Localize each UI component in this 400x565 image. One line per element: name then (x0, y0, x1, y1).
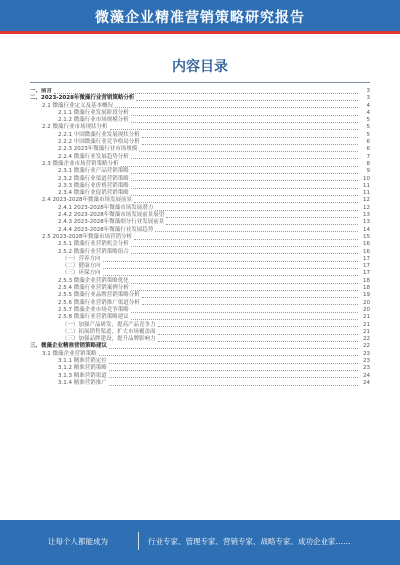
toc-entry[interactable] (30, 132, 370, 139)
toc-entry-label: 2.5.1 微藻行业营销机会分析 (58, 241, 129, 248)
toc-entry[interactable] (30, 168, 370, 175)
toc-entry-label: 2.2 微藻行业市场现状分析 (42, 124, 108, 131)
toc-dot-leader (166, 224, 358, 225)
toc-entry-page-number: 16 (363, 241, 370, 248)
report-title: 微藻企业精准营销策略研究报告 (95, 10, 305, 26)
toc-entry-page-number: 22 (363, 336, 370, 343)
toc-entry-label: 2.2.2 中国微藻行业竞争格局分析 (58, 139, 140, 146)
toc-dot-leader (134, 202, 358, 203)
toc-entry-page-number: 18 (363, 277, 370, 284)
toc-entry-page-number: 12 (363, 197, 370, 204)
footer-divider (138, 532, 139, 550)
toc-entry-page-number: 5 (366, 117, 370, 124)
toc-entry-label: 3.1.3 精准营销渠道 (58, 372, 107, 379)
toc-entry-page-number: 8 (366, 160, 370, 167)
toc-entry[interactable] (30, 103, 370, 110)
toc-entry-page-number: 5 (366, 131, 370, 138)
toc-entry-label: 2.5.3 微藻企业营销策略优化 (58, 277, 129, 284)
toc-dot-leader (131, 283, 358, 284)
toc-entry-label: 二、2023-2028年微藻行业营销策略分析 (30, 95, 135, 102)
toc-entry-page-number: 7 (366, 153, 370, 160)
toc-entry-label: （二）健康方向 (62, 263, 101, 270)
toc-entry[interactable] (30, 205, 370, 212)
toc-entry[interactable] (30, 124, 370, 131)
toc-entry[interactable] (30, 176, 370, 183)
toc-entry[interactable] (30, 270, 370, 277)
toc-entry-page-number: 24 (363, 372, 370, 379)
toc-entry[interactable] (30, 329, 370, 336)
toc-dot-leader (136, 100, 358, 101)
toc-entry[interactable] (30, 197, 370, 204)
toc-entry-label: 2.4.2 2023-2028年微藻市场发展前景展望 (58, 212, 165, 219)
toc-entry[interactable] (30, 219, 370, 226)
toc-entry-label: 3.1.1 精准营销定位 (58, 357, 107, 364)
toc-dot-leader (131, 195, 358, 196)
toc-entry-page-number: 14 (363, 226, 370, 233)
toc-entry-page-number: 16 (363, 248, 370, 255)
toc-entry[interactable] (30, 241, 370, 248)
toc-entry-label: 2.3 微藻企业市场营销策略分析 (42, 160, 119, 167)
table-of-contents (30, 88, 370, 508)
toc-entry-label: 2.4.1 2023-2028年微藻市场发展潜力 (58, 204, 154, 211)
toc-dot-leader (166, 217, 358, 218)
toc-dot-leader (131, 290, 358, 291)
toc-entry-label: 2.1 微藻行业定义及基本概况 (42, 102, 113, 109)
toc-entry[interactable] (30, 227, 370, 234)
toc-entry-label: 2.2.4 微藻行业发展趋势分析 (58, 153, 129, 160)
toc-entry-label: 3.1.4 精准营销推广 (58, 379, 107, 386)
toc-entry-label: 2.5.2 微藻行业营销策略组合 (58, 248, 129, 255)
header-red-stripe (0, 31, 400, 34)
toc-dot-leader (103, 275, 358, 276)
toc-entry[interactable] (30, 343, 370, 350)
toc-entry-label: 2.4.3 2023-2028年微藻细分行业发展前景 (58, 219, 165, 226)
toc-dot-leader (109, 370, 358, 371)
toc-entry[interactable] (30, 249, 370, 256)
toc-dot-leader (142, 297, 358, 298)
toc-entry-label: 2.4 2023-2028年微藻市场发展前景 (42, 197, 132, 204)
toc-entry-label: 2.5.7 微藻企业市场竞争策略 (58, 306, 129, 313)
toc-entry-page-number: 20 (363, 306, 370, 313)
toc-dot-leader (131, 312, 358, 313)
toc-dot-leader (134, 239, 358, 240)
toc-entry[interactable] (30, 300, 370, 307)
toc-divider (30, 82, 370, 83)
toc-entry[interactable] (30, 380, 370, 387)
toc-entry-label: 2.3.3 微藻行业价格营销策略 (58, 182, 129, 189)
toc-entry-label: 2.5 2023-2028年微藻市场营销分析 (42, 233, 132, 240)
toc-entry-label: 3.1 微藻企业营销策略 (42, 350, 97, 357)
toc-dot-leader (158, 341, 358, 342)
footer-roles: 行业专家、管理专家、营销专家、战略专家、成功企业家…… (148, 537, 351, 546)
toc-entry-label: 2.5.8 微藻行业营销策略建议 (58, 314, 129, 321)
toc-heading: 内容目录 (172, 59, 228, 75)
toc-dot-leader (131, 246, 358, 247)
toc-dot-leader (131, 253, 358, 254)
toc-dot-leader (99, 355, 359, 356)
toc-entry-label: 2.4.4 2023-2028年微藻行业发展趋势 (58, 226, 154, 233)
toc-dot-leader (155, 231, 358, 232)
toc-entry[interactable] (30, 373, 370, 380)
toc-dot-leader (131, 188, 358, 189)
toc-dot-leader (131, 173, 358, 174)
toc-entry-page-number: 23 (363, 357, 370, 364)
toc-dot-leader (110, 129, 359, 130)
toc-dot-leader (158, 326, 358, 327)
toc-dot-leader (139, 151, 358, 152)
toc-entry-page-number: 15 (363, 233, 370, 240)
toc-entry-page-number: 18 (363, 285, 370, 292)
toc-entry-label: 2.1.1 微藻行业发展阶段分析 (58, 109, 129, 116)
toc-entry[interactable] (30, 154, 370, 161)
toc-dot-leader (115, 107, 358, 108)
toc-entry-page-number: 10 (363, 175, 370, 182)
toc-dot-leader (131, 180, 358, 181)
toc-entry[interactable] (30, 146, 370, 153)
toc-entry-page-number: 13 (363, 212, 370, 219)
toc-entry[interactable] (30, 314, 370, 321)
report-header-bar (0, 0, 400, 34)
toc-entry-page-number: 3 (366, 95, 370, 102)
toc-dot-leader (131, 122, 358, 123)
toc-entry-page-number: 24 (363, 379, 370, 386)
toc-entry-page-number: 12 (363, 204, 370, 211)
toc-entry[interactable] (30, 365, 370, 372)
toc-entry-label: 三、微藻企业精准营销策略建议 (30, 343, 108, 350)
toc-entry-page-number: 23 (363, 365, 370, 372)
toc-entry-label: 2.5.6 微藻行业营销推广渠道分析 (58, 299, 140, 306)
toc-entry[interactable] (30, 351, 370, 358)
toc-entry-page-number: 21 (363, 321, 370, 328)
toc-entry-page-number: 17 (363, 255, 370, 262)
toc-entry-label: 2.1.2 微藻行业市场规模分析 (58, 117, 129, 124)
toc-entry-page-number: 9 (366, 168, 370, 175)
toc-entry-label: （二）拓展销售渠道，扩大市场覆盖面 (62, 328, 156, 335)
toc-entry-label: （三）环保方向 (62, 270, 101, 277)
toc-entry[interactable] (30, 292, 370, 299)
toc-entry-page-number: 5 (366, 124, 370, 131)
toc-entry-page-number: 22 (363, 343, 370, 350)
toc-dot-leader (54, 93, 358, 94)
toc-dot-leader (109, 377, 358, 378)
toc-entry-label: 2.2.1 中国微藻行业发展现状分析 (58, 131, 140, 138)
toc-dot-leader (158, 334, 358, 335)
toc-entry-page-number: 21 (363, 314, 370, 321)
toc-dot-leader (109, 363, 358, 364)
toc-entry[interactable] (30, 95, 370, 102)
toc-entry[interactable] (30, 322, 370, 329)
toc-entry-page-number: 13 (363, 219, 370, 226)
footer-slogan: 让每个人都能成为 (48, 537, 108, 546)
toc-entry[interactable] (30, 278, 370, 285)
toc-entry-label: 2.3.4 微藻行业促销营销策略 (58, 190, 129, 197)
toc-dot-leader (121, 166, 359, 167)
toc-entry-page-number: 20 (363, 299, 370, 306)
toc-dot-leader (131, 158, 358, 159)
footer-banner (0, 520, 400, 565)
toc-entry-page-number: 17 (363, 263, 370, 270)
toc-entry-page-number: 19 (363, 292, 370, 299)
toc-entry-page-number: 11 (363, 190, 370, 197)
toc-entry-label: 2.3.1 微藻行业产品营销策略 (58, 168, 129, 175)
toc-entry-page-number: 4 (366, 102, 370, 109)
toc-entry-label: 2.5.5 微藻行业品牌营销策略分析 (58, 292, 140, 299)
toc-entry-page-number: 23 (363, 350, 370, 357)
toc-dot-leader (103, 268, 358, 269)
toc-entry-page-number: 11 (363, 182, 370, 189)
toc-dot-leader (142, 137, 358, 138)
toc-entry-page-number: 6 (366, 139, 370, 146)
toc-entry-label: 2.2.3 2023年微藻行业市场规模 (58, 146, 138, 153)
toc-dot-leader (131, 115, 358, 116)
toc-entry-label: （一）加强产品研发，提高产品竞争力 (62, 321, 156, 328)
toc-entry-label: （三）加强品牌建设，提升品牌影响力 (62, 336, 156, 343)
toc-dot-leader (142, 144, 358, 145)
toc-dot-leader (155, 210, 358, 211)
toc-dot-leader (109, 348, 358, 349)
toc-dot-leader (109, 385, 358, 386)
toc-entry-label: 2.5.4 微藻行业营销案例分析 (58, 285, 129, 292)
toc-entry-page-number: 6 (366, 146, 370, 153)
toc-dot-leader (142, 304, 358, 305)
toc-entry-page-number: 17 (363, 270, 370, 277)
toc-entry-label: 一、前言 (30, 88, 53, 94)
toc-entry-label: 3.1.2 精准营销策略 (58, 365, 107, 372)
toc-dot-leader (103, 261, 358, 262)
toc-entry-label: （一）营养方向 (62, 255, 101, 262)
toc-entry-page-number: 21 (363, 328, 370, 335)
toc-entry-label: 2.3.2 微藻行业渠道营销策略 (58, 175, 129, 182)
toc-entry-page-number: 3 (366, 88, 370, 94)
toc-entry-page-number: 4 (366, 109, 370, 116)
toc-dot-leader (131, 319, 358, 320)
